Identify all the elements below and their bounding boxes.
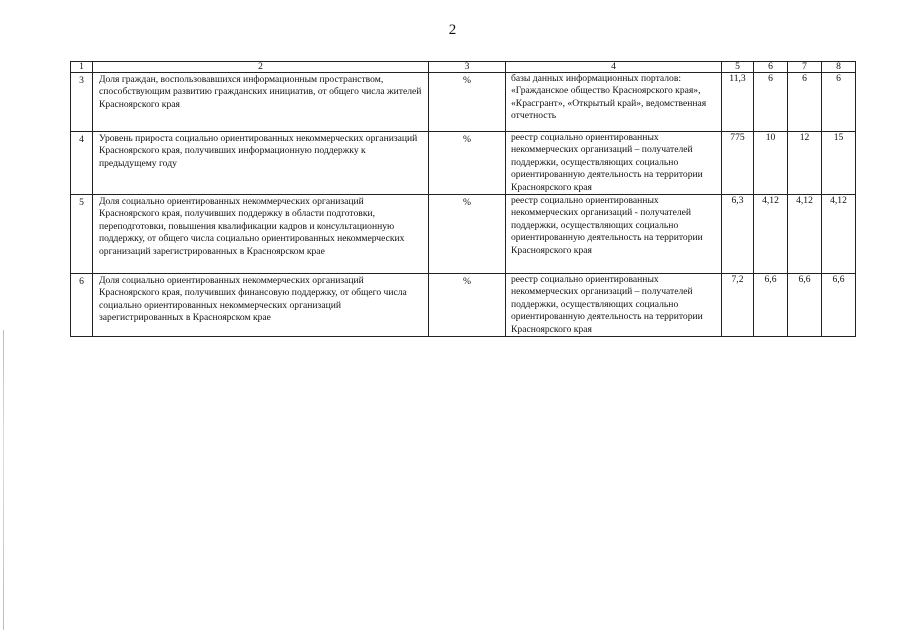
- page-number: 2: [448, 22, 457, 38]
- value-col5: 6,3: [722, 195, 754, 274]
- scan-edge-artifact: [3, 330, 4, 630]
- header-cell: 4: [506, 62, 722, 73]
- data-source: реестр социально ориентированных некоммерческих организаций – получателей поддержки, осуществляющих социально ориентированную деятельность на территории Красноярского края: [506, 274, 722, 337]
- data-source: реестр социально ориентированных некоммерческих организаций – получателей поддержки, осуществляющих социально ориентированную деятельность на территории Красноярского края: [506, 132, 722, 195]
- value-col5: 775: [722, 132, 754, 195]
- value-col6: 10: [754, 132, 788, 195]
- header-cell: 1: [71, 62, 93, 73]
- header-cell: 8: [822, 62, 856, 73]
- value-col5: 7,2: [722, 274, 754, 337]
- value-col6: 6: [754, 73, 788, 132]
- header-cell: 5: [722, 62, 754, 73]
- indicator-name: Доля социально ориентированных некоммерческих организаций Красноярского края, получивших поддержку в области подготовки, переподготовки, повышения квалификации кадров и консультационную поддержку, от общего числа социально ориентированных некоммерческих организаций зарегистрированных в Красноярском крае: [93, 195, 429, 274]
- indicator-name: Уровень прироста социально ориентированных некоммерческих организаций Красноярского края, получивших информационную поддержку к предыдущему году: [93, 132, 429, 195]
- row-number: 6: [71, 274, 93, 337]
- indicator-name: Доля граждан, воспользовавшихся информационным пространством, способствующим развитию гражданских инициатив, от общего числа жителей Красноярского края: [93, 73, 429, 132]
- data-source: реестр социально ориентированных некоммерческих организаций - получателей поддержки, осуществляющих социально ориентированную деятельность на территории Красноярского края: [506, 195, 722, 274]
- header-cell: 3: [429, 62, 506, 73]
- table-row: [71, 73, 856, 132]
- unit: %: [429, 132, 506, 195]
- value-col7: 6,6: [788, 274, 822, 337]
- row-number: 4: [71, 132, 93, 195]
- value-col8: 6: [822, 73, 856, 132]
- value-col6: 6,6: [754, 274, 788, 337]
- value-col8: 6,6: [822, 274, 856, 337]
- table-row: [71, 195, 856, 274]
- value-col6: 4,12: [754, 195, 788, 274]
- unit: %: [429, 274, 506, 337]
- unit: %: [429, 73, 506, 132]
- unit: %: [429, 195, 506, 274]
- value-col8: 4,12: [822, 195, 856, 274]
- header-cell: 2: [93, 62, 429, 73]
- table-row: [71, 132, 856, 195]
- value-col7: 4,12: [788, 195, 822, 274]
- value-col5: 11,3: [722, 73, 754, 132]
- row-number: 5: [71, 195, 93, 274]
- indicator-name: Доля социально ориентированных некоммерческих организаций Красноярского края, получивших финансовую поддержку, от общего числа социально ориентированных некоммерческих организаций зарегистрированных в Красноярском крае: [93, 274, 429, 337]
- row-number: 3: [71, 73, 93, 132]
- indicators-table: [70, 61, 856, 337]
- header-cell: 7: [788, 62, 822, 73]
- table-row: [71, 274, 856, 337]
- value-col8: 15: [822, 132, 856, 195]
- value-col7: 6: [788, 73, 822, 132]
- data-source: базы данных информационных порталов: «Гражданское общество Красноярского края», «Красгрант», «Открытый край», ведомственная отчетность: [506, 73, 722, 132]
- table-header-row: [71, 62, 856, 73]
- value-col7: 12: [788, 132, 822, 195]
- header-cell: 6: [754, 62, 788, 73]
